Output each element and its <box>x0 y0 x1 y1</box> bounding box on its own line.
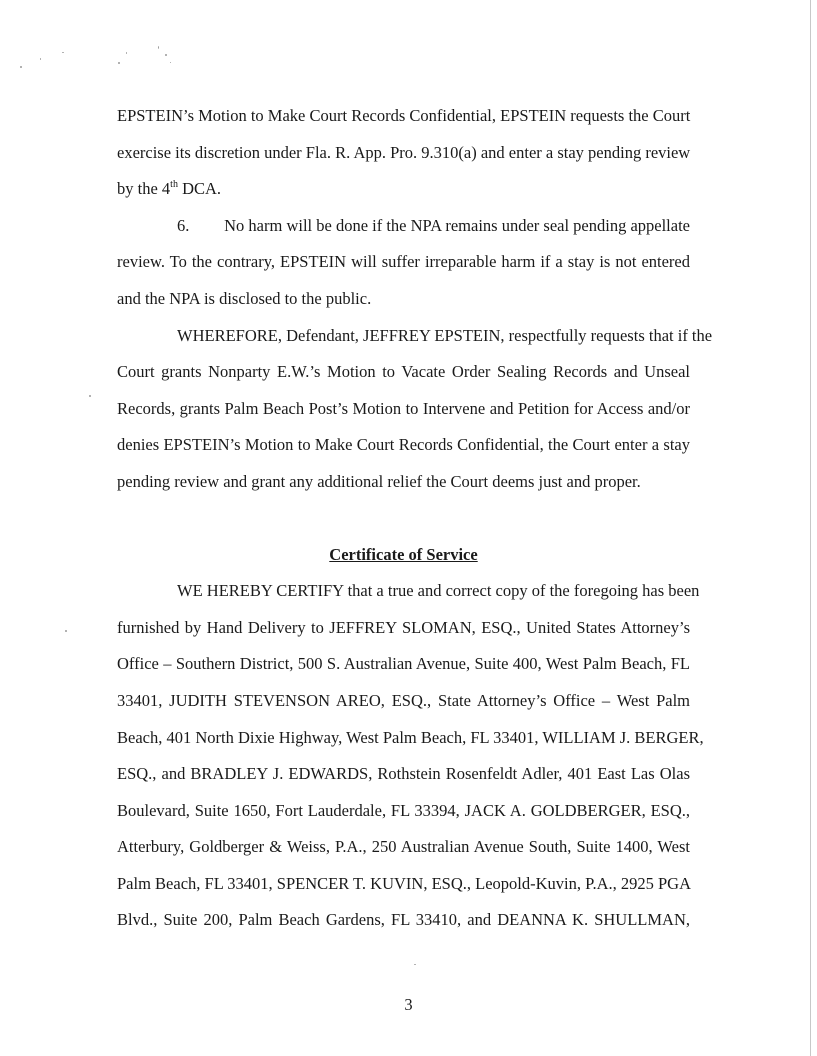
text-line: WE HEREBY CERTIFY that a true and correct copy of the foregoing has been <box>177 581 700 601</box>
text-line: Records, grants Palm Beach Post’s Motion to Intervene and Petition for Access and/or <box>117 398 690 418</box>
text-line: ESQ., and BRADLEY J. EDWARDS, Rothstein Rosenfeldt Adler, 401 East Las Olas <box>117 764 690 784</box>
text-line: EPSTEIN’s Motion to Make Court Records Confidential, EPSTEIN requests the Court <box>117 106 691 125</box>
scan-speck <box>65 630 67 632</box>
text-span: No harm will be done if the NPA remains under seal pending appellate <box>224 215 690 235</box>
text-line: and the NPA is disclosed to the public. <box>117 288 372 308</box>
scan-speck <box>165 54 167 56</box>
document-body <box>117 98 713 939</box>
text-line: Boulevard, Suite 1650, Fort Lauderdale, FL 33394, JACK A. GOLDBERGER, ESQ., <box>117 800 690 820</box>
scan-speck <box>158 46 159 49</box>
scan-speck <box>414 964 416 965</box>
text-line: furnished by Hand Delivery to JEFFREY SLOMAN, ESQ., United States Attorney’s <box>117 617 690 637</box>
text-line: Palm Beach, FL 33401, SPENCER T. KUVIN, ESQ., Leopold-Kuvin, P.A., 2925 PGA <box>117 873 691 893</box>
text-line: pending review and grant any additional relief the Court deems just and proper. <box>117 471 641 491</box>
paragraph-continuation <box>117 98 690 208</box>
paragraph-number: 6. <box>177 215 190 235</box>
text-line: denies EPSTEIN’s Motion to Make Court Records Confidential, the Court enter a stay <box>117 435 690 455</box>
text-line: review. To the contrary, EPSTEIN will suffer irreparable harm if a stay is not entered <box>117 252 690 272</box>
text-line <box>117 208 690 245</box>
page-number: 3 <box>404 995 413 1014</box>
scan-speck <box>62 52 64 53</box>
text-line: Atterbury, Goldberger & Weiss, P.A., 250 Australian Avenue South, Suite 1400, West <box>117 837 690 857</box>
scan-edge-line <box>810 0 811 1056</box>
scan-speck <box>89 395 91 397</box>
wherefore-paragraph <box>117 318 713 501</box>
text-span: by the 4 <box>117 179 171 199</box>
certificate-paragraph <box>117 573 704 939</box>
text-line: exercise its discretion under Fla. R. App. Pro. 9.310(a) and enter a stay pending review <box>117 142 691 162</box>
text-line: Office – Southern District, 500 S. Australian Avenue, Suite 400, West Palm Beach, FL <box>117 654 690 674</box>
text-line: WHEREFORE, Defendant, JEFFREY EPSTEIN, respectfully requests that if the <box>177 325 713 345</box>
superscript: th <box>170 178 178 190</box>
paragraph-6 <box>117 208 690 318</box>
text-line: 33401, JUDITH STEVENSON AREO, ESQ., State Attorney’s Office – West Palm <box>117 690 690 710</box>
scan-speck <box>20 66 22 68</box>
certificate-heading: Certificate of Service <box>329 544 478 564</box>
scan-speck <box>170 62 171 63</box>
text-line <box>117 171 690 208</box>
scan-speck <box>126 52 127 54</box>
scan-speck <box>40 58 41 60</box>
text-line: Blvd., Suite 200, Palm Beach Gardens, FL 33410, and DEANNA K. SHULLMAN, <box>117 910 690 930</box>
text-line: Beach, 401 North Dixie Highway, West Palm Beach, FL 33401, WILLIAM J. BERGER, <box>117 727 704 747</box>
scan-speck <box>118 62 120 64</box>
text-span: DCA. <box>177 179 222 199</box>
text-line: Court grants Nonparty E.W.’s Motion to Vacate Order Sealing Records and Unseal <box>117 362 690 382</box>
